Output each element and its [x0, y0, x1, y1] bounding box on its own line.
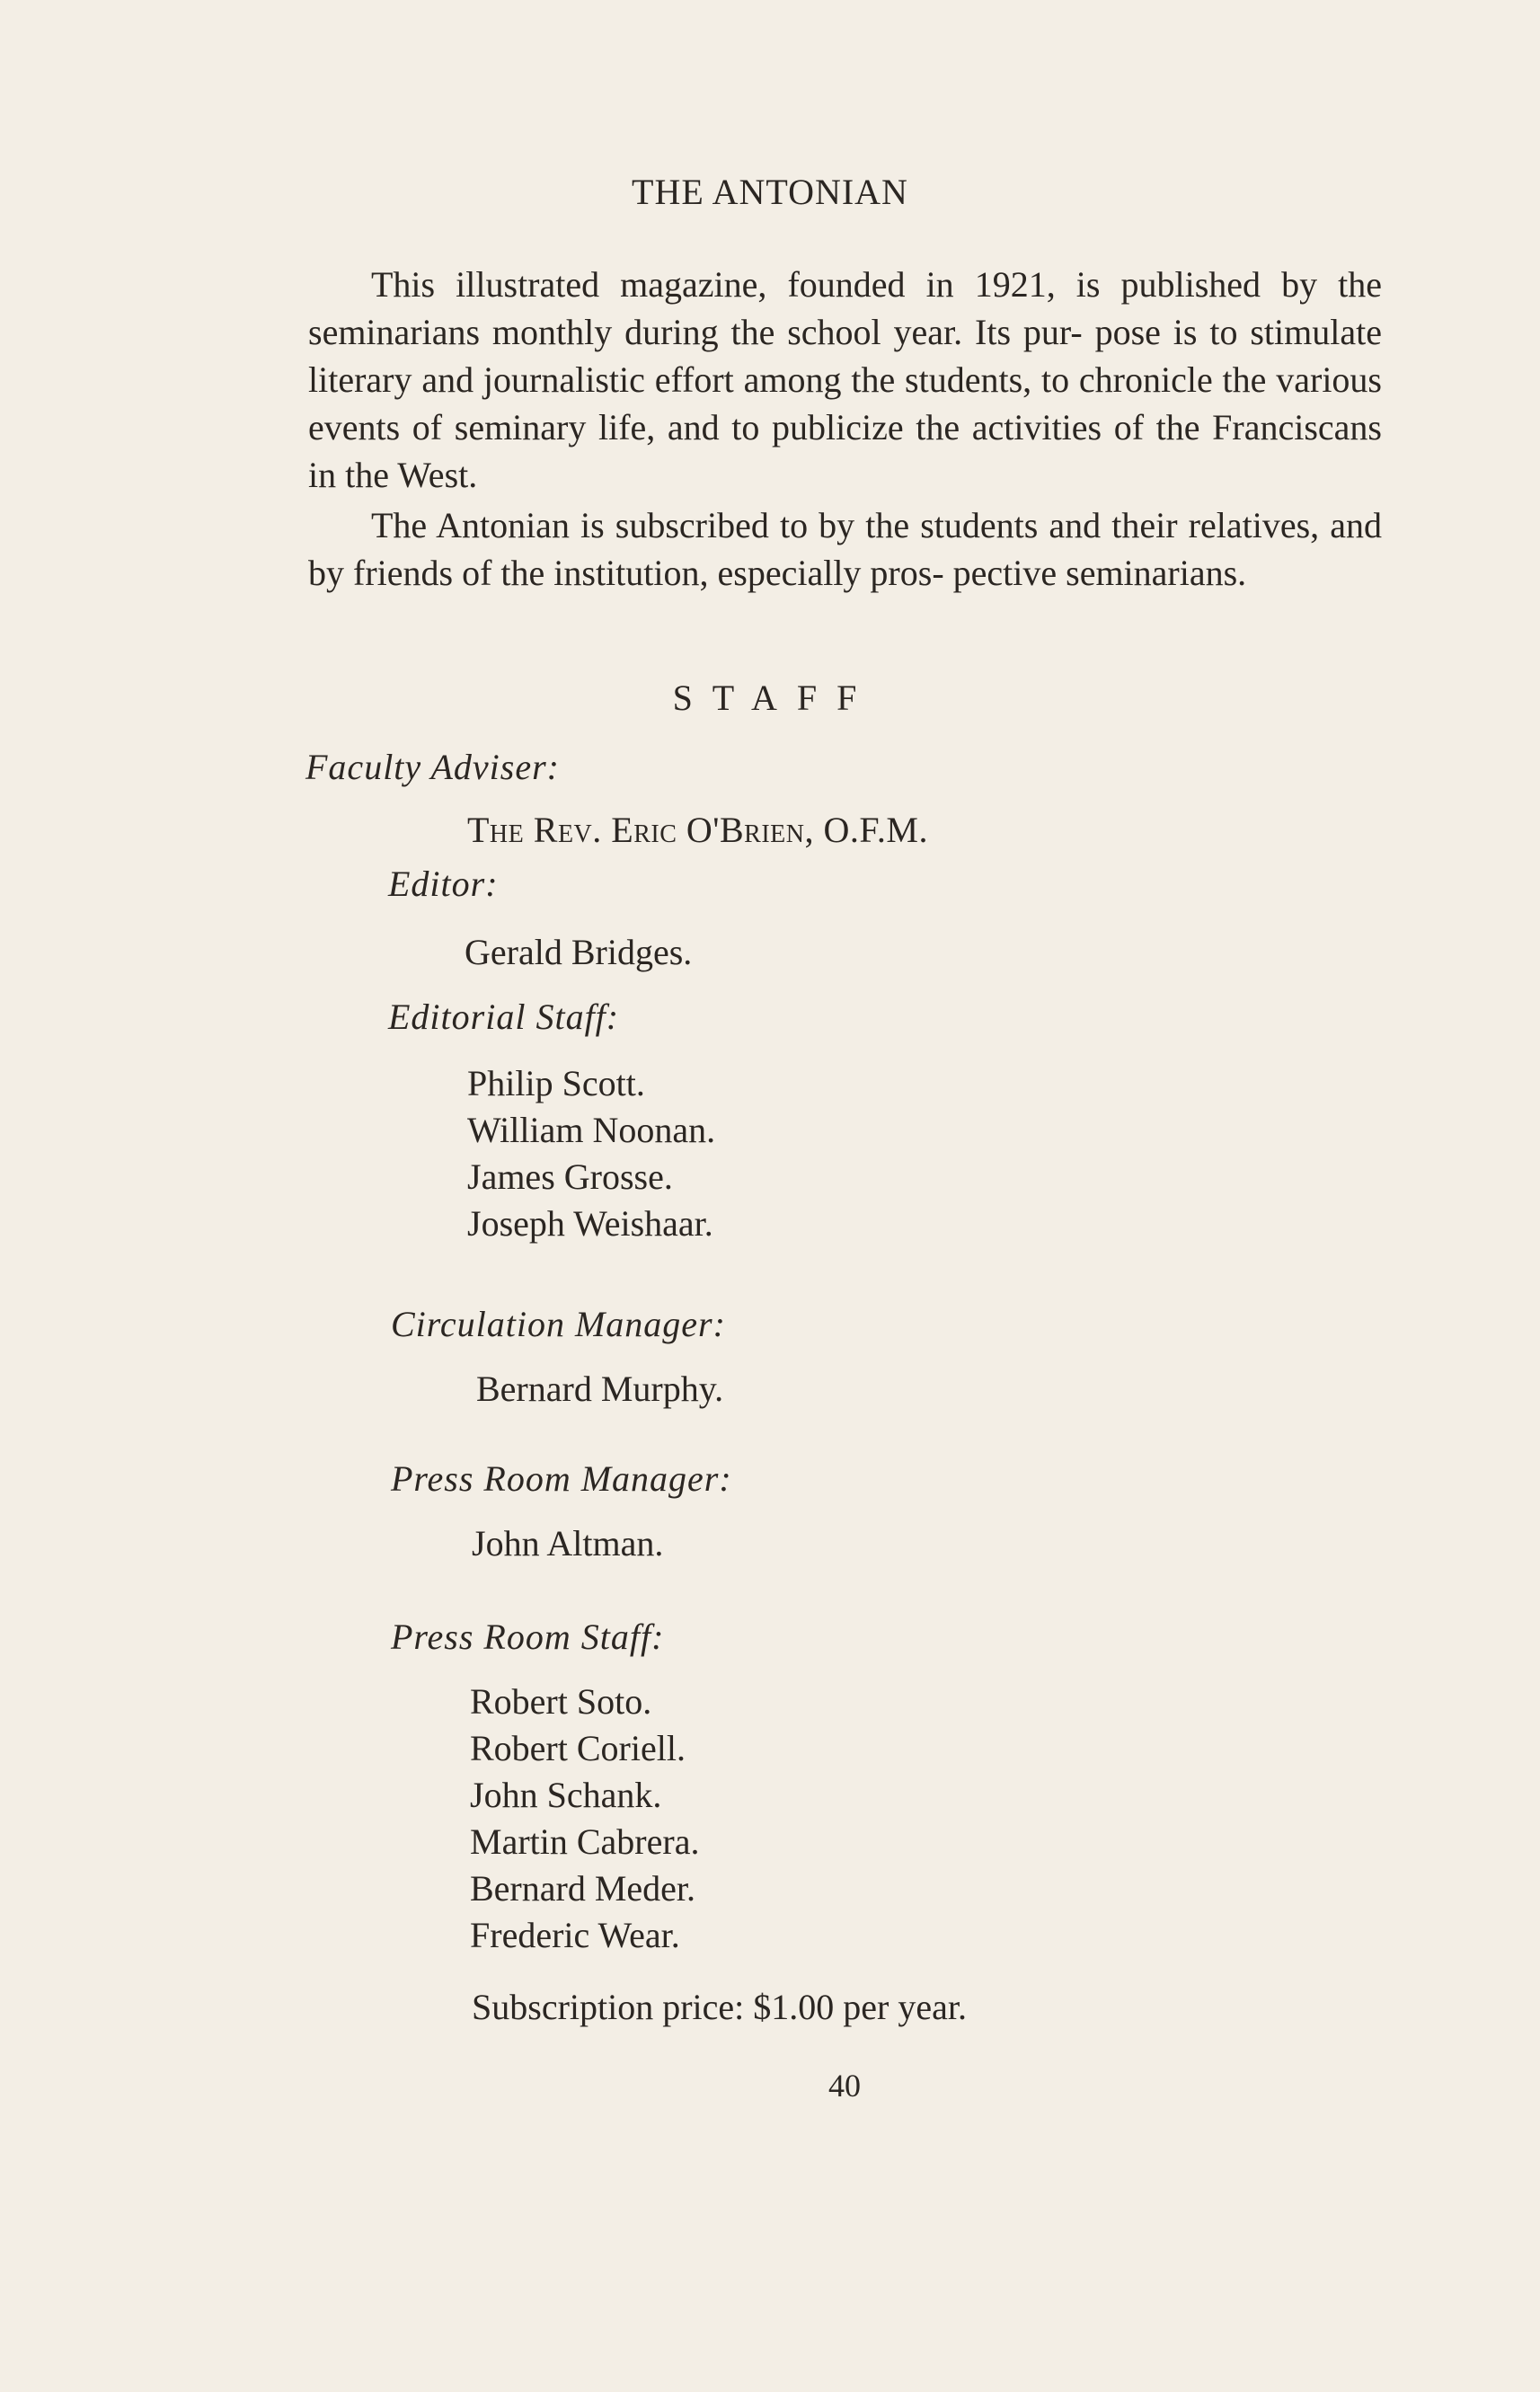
- list-item: John Schank.: [470, 1775, 662, 1815]
- press-room-staff-list: [470, 1679, 699, 1959]
- subscription-price: Subscription price: $1.00 per year.: [472, 1987, 967, 2027]
- list-item: William Noonan.: [467, 1110, 716, 1150]
- page-title: THE ANTONIAN: [632, 172, 908, 212]
- editor-name: Gerald Bridges.: [465, 932, 693, 972]
- list-item: Martin Cabrera.: [470, 1821, 700, 1862]
- editorial-staff-list: [467, 1060, 715, 1247]
- list-item: Joseph Weishaar.: [467, 1203, 713, 1244]
- list-item: Robert Coriell.: [470, 1728, 686, 1768]
- press-room-staff-role: Press Room Staff:: [391, 1617, 665, 1657]
- page-number: 40: [828, 2068, 861, 2104]
- intro-paragraph: This illustrated magazine, founded in 1921, is published by the seminarians monthly during the school year. Its pur- pose is to stimulate literary and journalistic effort among the students, to chronicle the various events of seminary life, and to publicize the activities of the Franciscans in the West.: [308, 264, 1382, 495]
- subscribers-paragraph: The Antonian is subscribed to by the students and their relatives, and by friends of the institution, especially pros- pective seminarians.: [308, 505, 1382, 593]
- press-room-manager-name: John Altman.: [472, 1523, 664, 1564]
- list-item: Frederic Wear.: [470, 1915, 680, 1955]
- staff-heading: STAFF: [672, 678, 877, 718]
- circulation-manager-name: Bernard Murphy.: [476, 1369, 724, 1409]
- list-item: Philip Scott.: [467, 1063, 645, 1103]
- editorial-staff-role: Editorial Staff:: [388, 997, 620, 1037]
- press-room-manager-role: Press Room Manager:: [391, 1458, 732, 1499]
- editor-role: Editor:: [388, 864, 499, 904]
- list-item: Robert Soto.: [470, 1681, 652, 1722]
- circulation-manager-role: Circulation Manager:: [391, 1304, 726, 1344]
- list-item: Bernard Meder.: [470, 1868, 696, 1909]
- faculty-adviser-name: The Rev. Eric O'Brien, O.F.M.: [467, 810, 928, 850]
- list-item: James Grosse.: [467, 1156, 673, 1197]
- faculty-adviser-role: Faculty Adviser:: [305, 747, 560, 787]
